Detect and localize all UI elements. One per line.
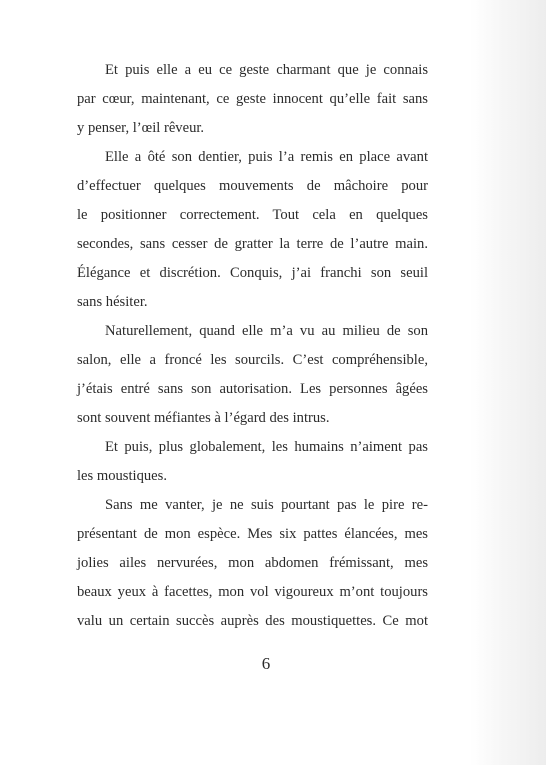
text-line: valu un certain succès auprès des moustiquettes. Ce mot [77, 613, 428, 629]
text-line: Sans me vanter, je ne suis pourtant pas le pire re- [105, 497, 428, 513]
text-line: d’effectuer quelques mouvements de mâchoire pour [77, 178, 428, 194]
text-line: sans hésiter. [77, 294, 148, 310]
text-line: j’étais entré sans son autorisation. Les personnes âgées [77, 381, 428, 397]
text-line: présentant de mon espèce. Mes six pattes élancées, mes [77, 526, 428, 542]
body-text [77, 56, 428, 636]
text-line: Elle a ôté son dentier, puis l’a remis en place avant [105, 149, 428, 165]
text-line: Et puis, plus globalement, les humains n’aiment pas [105, 439, 428, 455]
text-line: jolies ailes nervurées, mon abdomen frémissant, mes [77, 555, 428, 571]
text-line: les moustiques. [77, 468, 167, 484]
paragraph [77, 491, 428, 636]
page-number: 6 [261, 654, 271, 673]
text-line: le positionner correctement. Tout cela en quelques [77, 207, 428, 223]
text-line: salon, elle a froncé les sourcils. C’est compréhensible, [77, 352, 428, 368]
text-line: Et puis elle a eu ce geste charmant que je connais [105, 62, 428, 78]
text-line: secondes, sans cesser de gratter la terre de l’autre main. [77, 236, 428, 252]
text-line: par cœur, maintenant, ce geste innocent qu’elle fait sans [77, 91, 428, 107]
paragraph [77, 56, 428, 143]
text-line: Naturellement, quand elle m’a vu au milieu de son [105, 323, 428, 339]
paragraph [77, 143, 428, 317]
paragraph [77, 433, 428, 491]
text-line: Élégance et discrétion. Conquis, j’ai franchi son seuil [77, 265, 428, 281]
paragraph [77, 317, 428, 433]
text-line: y penser, l’œil rêveur. [77, 120, 205, 136]
text-line: beaux yeux à facettes, mon vol vigoureux m’ont toujours [77, 584, 428, 600]
text-line: sont souvent méfiantes à l’égard des intrus. [77, 410, 330, 426]
